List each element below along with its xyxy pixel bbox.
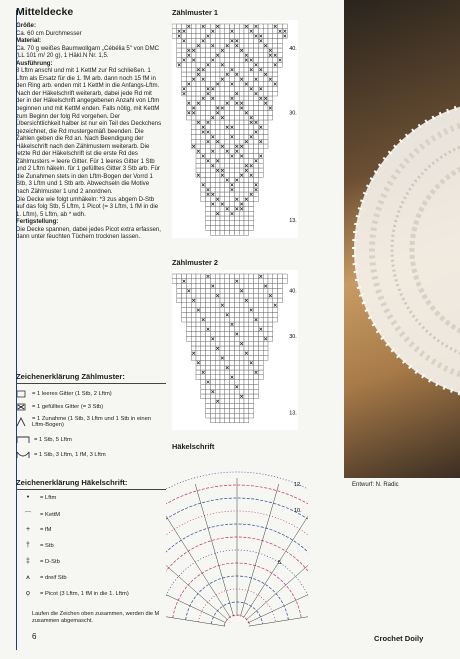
- row-number: 40.: [289, 45, 297, 52]
- row-number: 30.: [289, 110, 297, 117]
- crochet-chart: [166, 452, 308, 634]
- stitch-symbol-icon: ọ: [26, 590, 30, 597]
- row-number: 40.: [289, 288, 297, 295]
- divider: [16, 489, 166, 490]
- chart-legend-title: Zeichenerklärung Häkelschrift:: [16, 478, 128, 487]
- chart-label: Häkelschrift: [172, 442, 215, 451]
- chart-legend-item: [16, 510, 60, 520]
- empty-mesh-icon: [16, 390, 26, 398]
- page-title: Mitteldecke: [16, 6, 74, 18]
- chart-legend-item: [16, 558, 60, 565]
- stitch-symbol-icon: †: [26, 542, 30, 549]
- round-number: 5.: [278, 560, 283, 566]
- finishing-text: Die Decke spannen, dabei jedes Picot extra erfassen, dann unter feuchten Tüchern trocknen lassen.: [16, 225, 161, 241]
- round-number: 10.: [294, 508, 302, 514]
- chart-legend-item: [16, 590, 129, 597]
- page-number: 6: [32, 632, 37, 641]
- chart-legend-text: = Lftm: [40, 494, 57, 501]
- material-text: Ca. 70 g weißes Baumwollgarn „Cébélia 5" von DMC (LL 101 m/ 20 g), 1 Häkl.N Nr. 1,5.: [16, 44, 160, 60]
- stitch-symbol-icon: ‡: [26, 558, 30, 565]
- chart-legend-text: = fM: [40, 526, 52, 533]
- chart-legend-text: = Picot (3 Lftm, 1 fM in die 1. Lftm): [40, 590, 129, 597]
- instructions-text: [16, 22, 162, 241]
- count-legend-item: = 1 gefülltes Gitter (= 3 Stb): [32, 404, 104, 410]
- section-heading-material: Material:: [16, 37, 42, 45]
- design-credit: Entwurf: N. Radic: [352, 482, 399, 488]
- note-text: Laufen die Zeichen oben zusammen, werden die M zusammen abgemascht.: [32, 611, 160, 624]
- chart-legend: [16, 494, 166, 610]
- footer-title: Crochet Doily: [374, 634, 424, 643]
- chart-legend-text: = D-Stb: [40, 558, 60, 565]
- section-heading-size: Größe:: [16, 22, 36, 29]
- count-legend-item: = 1 Zunahme (1 Stb, 3 Lftm und 1 Stb in einen Lftm-Bogen): [32, 416, 152, 428]
- count-legend-item: = 1 Stb, 3 Lftm, 1 fM, 3 Lftm: [34, 452, 106, 458]
- increase-icon: [16, 417, 26, 427]
- pattern-1-grid: [172, 20, 298, 238]
- divider: [16, 383, 166, 384]
- count-legend-item: = 1 Stb, 5 Lftm: [34, 437, 72, 443]
- chart-legend-item: [16, 574, 67, 582]
- stitch-chain-icon: [16, 436, 30, 444]
- stitch-symbol-icon: •: [26, 494, 30, 501]
- chart-legend-text: = KettM: [40, 512, 61, 518]
- chart-legend-item: [16, 526, 51, 533]
- section-heading-execution: Ausführung:: [16, 59, 53, 67]
- count-legend: [16, 390, 166, 470]
- size-text: Ca. 60 cm Durchmesser: [16, 29, 82, 37]
- count-legend-item: = 1 leeres Gitter (1 Stb, 2 Lftm): [32, 391, 112, 397]
- chart-legend-item: [16, 542, 54, 549]
- chart-legend-text: = Stb: [40, 542, 54, 549]
- stitch-symbol-icon: ⩚: [26, 574, 30, 581]
- pattern-2-grid: [172, 270, 298, 430]
- round-number: 12.: [294, 482, 302, 488]
- filled-mesh-icon: [16, 403, 26, 411]
- doily-photo: [344, 0, 460, 478]
- pattern-1-label: Zählmuster 1: [172, 8, 219, 17]
- chart-legend-text: = dreif Stb: [40, 575, 67, 581]
- border-text: Die Decke wie folgt umhäkeln: *3 zus abgem D-Stb auf das folg Stb, 5 Lftm, 1 Picot (= 3 Lftm, 1 fM in die 1. Lftm), 5 Lftm, ab * wdh.: [16, 195, 159, 218]
- row-number: 13.: [289, 410, 297, 417]
- chart-legend-item: [16, 494, 56, 501]
- stitch-symbol-icon: +: [25, 526, 31, 533]
- row-number: 30.: [289, 334, 297, 341]
- execution-text: 8 Lftm anschl und mit 1 KettM zur Rd schließen. 1 Lftm als Ersatz für die 1. fM arb. dann noch 15 fM in den Ring arb. enden mit 1 KettM in die Anfangs-Lftm. Nach der Häkelschrift weiterarb, dabei jede Rd mit der in der Häkelschrift angegebenen Anzahl von Lftm beginnen und mit KettM enden. Falls nötig, mit KettM zum Beginn der folg Rd vorgehen. Der Übersichtlichkeit halber ist nur ein Teil des Deckchens gezeichnet, die Rd mustergemäß beenden. Die Zahlen geben die Rd an. Nach Beendigung der Häkelschrift nach den Zählmustern weiterarb. Die letzte Rd der Häkelschrift ist die erste Rd des Zählmusters = leere Gitter. Für 1 leeres Gitter 1 Stb und 2 Lftm häkeln. für 1 gefülltes Gitter 3 Stb arb. Für die Zunahmen stets in den Lftm-Bogen der Vorrd 1 Stb, 3 Lftm und 1 Stb arb. Abwechseln die Motive nach Zählmuster 1 und 2 anordnen.: [16, 67, 162, 196]
- section-heading-finishing: Fertigstellung:: [16, 218, 59, 226]
- stitch-symbol-icon: ⌒: [24, 512, 32, 519]
- pattern-2-label: Zählmuster 2: [172, 258, 219, 267]
- count-legend-title: Zeichenerklärung Zählmuster:: [16, 372, 125, 381]
- doily-image: [344, 0, 460, 478]
- picot-arc-icon: [16, 450, 30, 460]
- row-number: 13.: [289, 217, 297, 224]
